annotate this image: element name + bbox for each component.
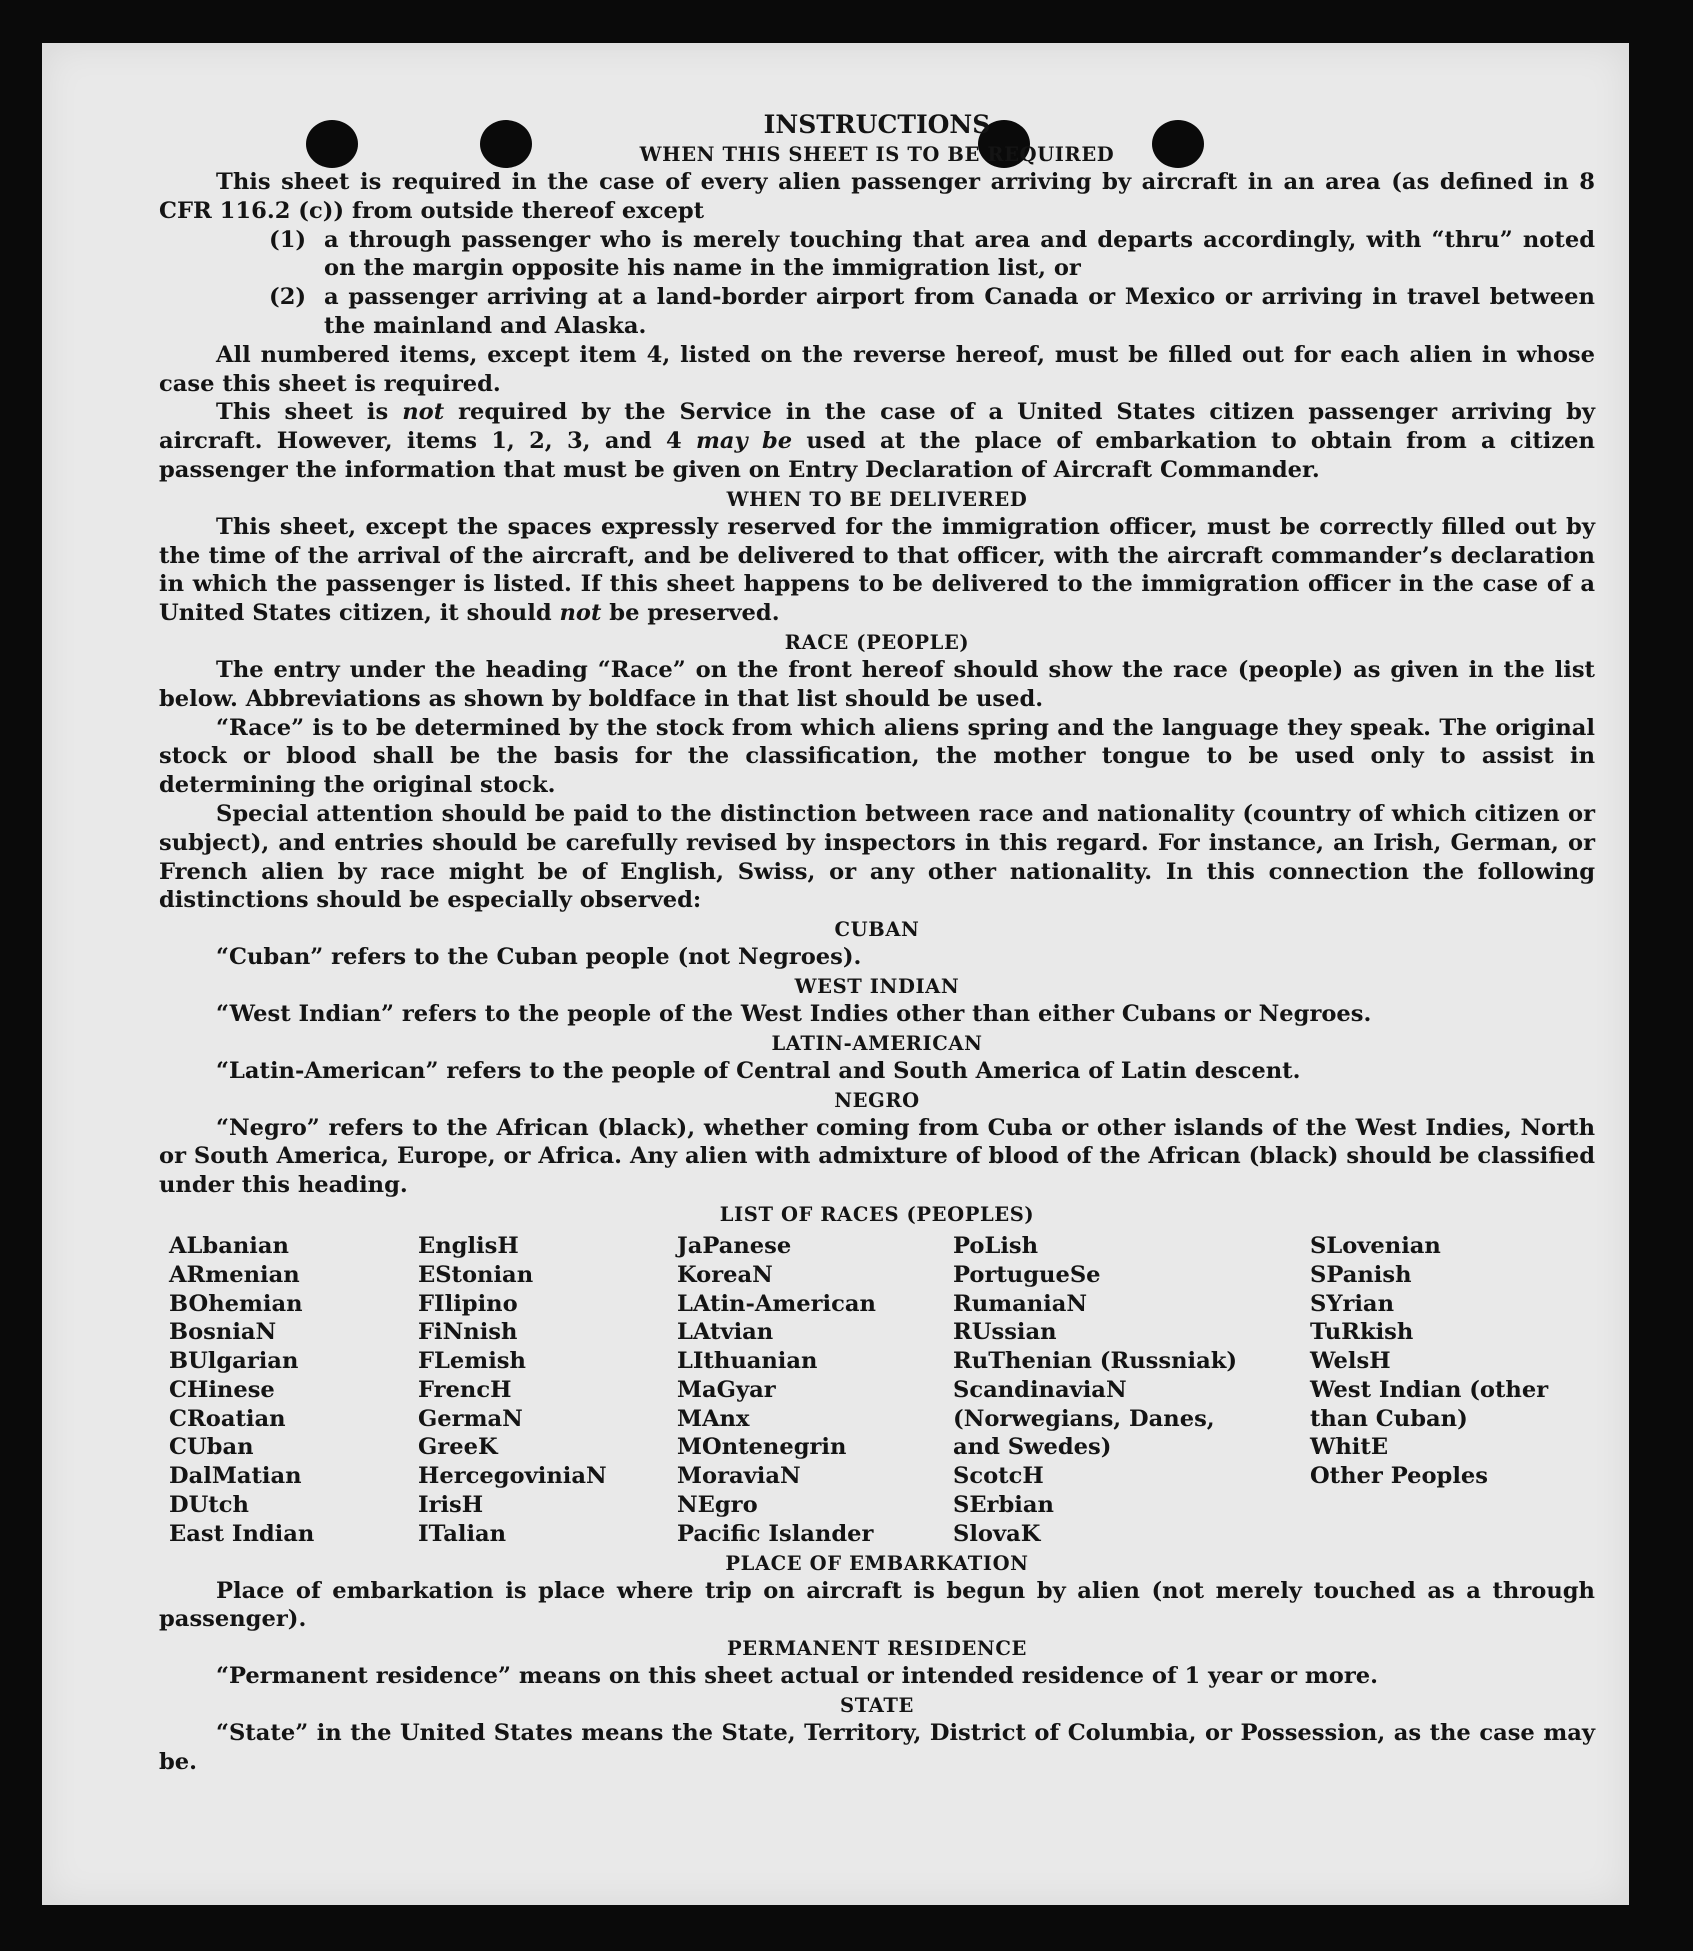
paragraph [159, 398, 1595, 484]
race-item: EStonian [418, 1261, 534, 1288]
text-run: required by the Service in the case of a United States citizen passenger arriving by aircraft. However, items 1, 2, 3, and 4 [159, 399, 1596, 455]
text-run: be preserved. [601, 600, 780, 627]
paragraph: “West Indian” refers to the people of the West Indies other than either Cubans or Negroes. [216, 1000, 1372, 1027]
race-item: JaPanese [677, 1232, 792, 1259]
race-item: KoreaN [677, 1261, 773, 1288]
race-item: GreeK [418, 1434, 498, 1461]
race-item: LAtvian [677, 1319, 774, 1346]
race-item: ARmenian [169, 1261, 300, 1288]
section-heading: NEGRO [834, 1088, 920, 1112]
race-item: CRoatian [169, 1405, 286, 1432]
race-column [677, 1232, 953, 1549]
race-item: RuThenian (Russniak) [953, 1348, 1238, 1375]
race-item: FLemish [418, 1348, 526, 1375]
race-item: SLovenian [1310, 1232, 1441, 1259]
section-heading: WHEN TO BE DELIVERED [726, 487, 1028, 511]
race-item: RUssian [953, 1319, 1057, 1346]
race-column [1310, 1232, 1570, 1549]
race-item: BUlgarian [169, 1348, 299, 1375]
section-heading: CUBAN [834, 918, 920, 942]
race-item: Pacific Islander [677, 1520, 874, 1547]
section-heading: RACE (PEOPLE) [784, 630, 970, 654]
race-item: IrisH [418, 1492, 484, 1519]
race-item: GermaN [418, 1405, 523, 1432]
race-item: HercegoviniaN [418, 1463, 607, 1490]
race-item: WhitE [1310, 1434, 1389, 1461]
document-sheet [42, 43, 1629, 1905]
race-item: BosniaN [169, 1319, 277, 1346]
paragraph: “Race” is to be determined by the stock from which aliens spring and the language they speak. The original stock or blood shall be the basis for the classification, the mother tongue to be used only to assist in determining the original stock. [159, 714, 1595, 799]
paragraph: “Negro” refers to the African (black), whether coming from Cuba or other islands of the West Indies, North or South America, Europe, or Africa. Any alien with admixture of blood of the African (black) should be classified under this heading. [159, 1114, 1595, 1199]
italic-text: not [402, 399, 445, 426]
paragraph: Special attention should be paid to the distinction between race and nationality (country of which citizen or subject), and entries should be carefully revised by inspectors in this regard. For instance, an Irish, German, or French alien by race might be of English, Swiss, or any other nationality. In this connection the following distinctions should be especially observed: [159, 800, 1595, 914]
italic-text: may be [695, 428, 793, 455]
race-item: CHinese [169, 1376, 275, 1403]
section-heading: WEST INDIAN [794, 974, 960, 998]
race-item: Other Peoples [1310, 1463, 1488, 1490]
race-item: DalMatian [169, 1463, 302, 1490]
list-item [159, 283, 1595, 341]
instructions-text [159, 110, 1595, 1777]
race-item: FIlipino [418, 1290, 518, 1317]
section-heading: STATE [840, 1694, 914, 1718]
race-item: CUban [169, 1434, 254, 1461]
race-item: LIthuanian [677, 1348, 818, 1375]
section-heading: LIST OF RACES (PEOPLES) [719, 1202, 1035, 1226]
paragraph: “Latin-American” refers to the people of Central and South America of Latin descent. [216, 1057, 1301, 1084]
section-heading: WHEN THIS SHEET IS TO BE REQUIRED [639, 143, 1115, 166]
text-run: This sheet, except the spaces expressly reserved for the immigration officer, must be correctly filled out by the time of the arrival of the aircraft, and be delivered to that officer, with the aircraft commander’s declaration in which the passenger is listed. If this sheet happens to be delivered to the immigration officer in the case of a United States citizen, it should [159, 513, 1595, 627]
races-list [159, 1232, 1595, 1549]
race-item: ALbanian [169, 1232, 289, 1259]
race-item: PortugueSe [953, 1261, 1101, 1288]
paragraph: Place of embarkation is place where trip on aircraft is begun by alien (not merely touched as a through passenger). [159, 1577, 1595, 1633]
race-item: West Indian (other than Cuban) [1310, 1376, 1549, 1432]
race-item: DUtch [169, 1492, 249, 1519]
race-item: TuRkish [1310, 1319, 1414, 1346]
section-heading: PERMANENT RESIDENCE [727, 1637, 1027, 1661]
paragraph: The entry under the heading “Race” on the front hereof should show the race (people) as given in the list below. Abbreviations as shown by boldface in that list should be used. [159, 656, 1595, 712]
text-run: This sheet is [216, 399, 403, 426]
race-item: EnglisH [418, 1232, 519, 1259]
race-item: FrencH [418, 1376, 512, 1403]
page-title: INSTRUCTIONS [763, 110, 991, 139]
race-column [169, 1232, 418, 1549]
race-item: SYrian [1310, 1290, 1394, 1317]
item-number: (2) [269, 284, 307, 311]
race-item: ScotcH [953, 1463, 1044, 1490]
race-column [418, 1232, 677, 1549]
item-text: a passenger arriving at a land-border airport from Canada or Mexico or arriving in travel between the mainland and Alaska. [324, 284, 1595, 339]
race-column [953, 1232, 1310, 1549]
race-item: MoraviaN [677, 1463, 801, 1490]
race-item: BOhemian [169, 1290, 303, 1317]
paragraph: “Permanent residence” means on this sheet actual or intended residence of 1 year or more. [216, 1663, 1379, 1690]
race-item: SlovaK [953, 1520, 1041, 1547]
paragraph: All numbered items, except item 4, listed on the reverse hereof, must be filled out for each alien in whose case this sheet is required. [159, 341, 1595, 397]
race-item: MAnx [677, 1405, 750, 1432]
race-item: SPanish [1310, 1261, 1412, 1288]
section-heading: PLACE OF EMBARKATION [725, 1551, 1029, 1575]
race-item: PoLish [953, 1232, 1039, 1259]
race-item: LAtin-American [677, 1290, 876, 1317]
race-item: WelsH [1310, 1348, 1391, 1375]
list-item [159, 226, 1595, 284]
race-item: FiNnish [418, 1319, 518, 1346]
race-item: ScandinaviaN (Norwegians, Danes, and Swedes) [953, 1376, 1215, 1461]
text-run: used at the place of embarkation to obtain from a citizen passenger the information that must be given on Entry Declaration of Aircraft Commander. [159, 428, 1595, 483]
race-item: SErbian [953, 1492, 1054, 1519]
italic-text: not [559, 600, 602, 627]
paragraph: “State” in the United States means the State, Territory, District of Columbia, or Possession, as the case may be. [159, 1720, 1595, 1775]
section-heading: LATIN-AMERICAN [771, 1031, 983, 1055]
race-item: East Indian [169, 1520, 315, 1547]
race-item: MOntenegrin [677, 1434, 847, 1461]
paragraph: This sheet is required in the case of every alien passenger arriving by aircraft in an area (as defined in 8 CFR 116.2 (c)) from outside thereof except [159, 169, 1595, 224]
paragraph [159, 513, 1595, 628]
paragraph: “Cuban” refers to the Cuban people (not Negroes). [216, 944, 862, 971]
race-item: ITalian [418, 1520, 507, 1547]
item-text: a through passenger who is merely touching that area and departs accordingly, with “thru” noted on the margin opposite his name in the immigration list, or [324, 226, 1595, 282]
race-item: RumaniaN [953, 1290, 1088, 1317]
race-item: NEgro [677, 1492, 758, 1519]
item-number: (1) [269, 226, 307, 253]
race-item: MaGyar [677, 1376, 776, 1403]
